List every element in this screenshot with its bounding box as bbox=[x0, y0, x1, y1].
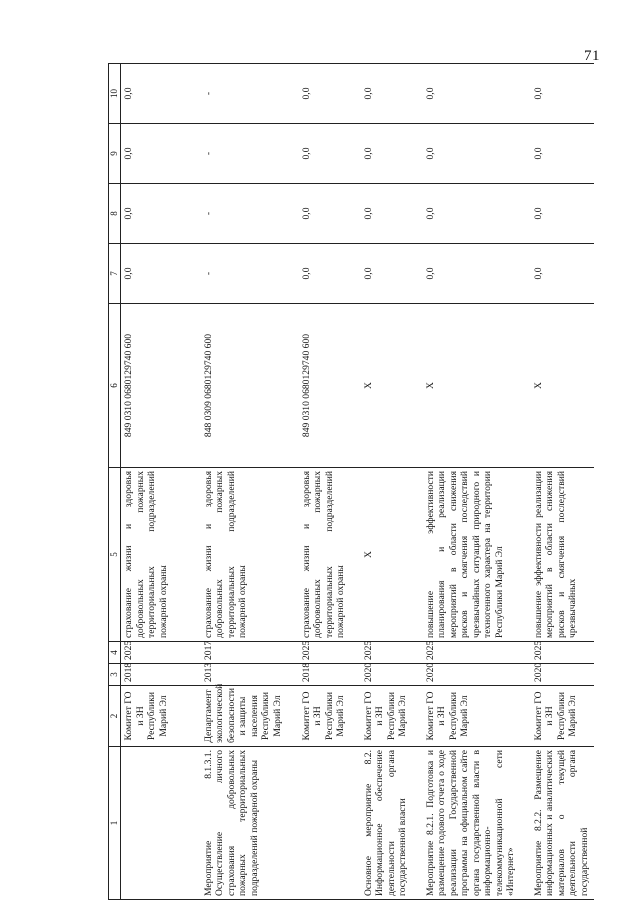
cell-value: 0,0 bbox=[361, 124, 423, 184]
cell-value: 0,0 bbox=[423, 184, 531, 244]
cell-value: 0,0 bbox=[299, 244, 361, 304]
cell-value: 0,0 bbox=[121, 64, 201, 124]
cell-value: 0,0 bbox=[121, 124, 201, 184]
cell-executor: Комитет ГО и ЗН Республики Марий Эл bbox=[531, 686, 595, 747]
cell-end-year: 2025 bbox=[121, 642, 201, 664]
cell-start-year: 2018 bbox=[299, 664, 361, 686]
cell-executor: Департамент экологической безопасности и защиты населения Республики Марий Эл bbox=[201, 686, 299, 747]
cell-budget-code: 849 0310 0680129740 600 bbox=[299, 304, 361, 468]
cell-activity: Мероприятие 8.2.2. Размещение информационных и аналитических материалов о текущей деятельности органа государственной bbox=[531, 747, 595, 900]
cell-end-year: 2025 bbox=[423, 642, 531, 664]
col-header-6: 6 bbox=[109, 304, 121, 468]
cell-value: 0,0 bbox=[361, 184, 423, 244]
col-header-4: 4 bbox=[109, 642, 121, 664]
table-row bbox=[423, 64, 531, 900]
cell-budget-code: Х bbox=[423, 304, 531, 468]
table-row bbox=[299, 64, 361, 900]
cell-result: повышение эффективности реализации мероприятий в области снижения рисков и смягчения последствий чрезвычайных bbox=[531, 468, 595, 642]
cell-value: 0,0 bbox=[121, 184, 201, 244]
col-header-10: 10 bbox=[109, 64, 121, 124]
cell-executor: Комитет ГО и ЗН Республики Марий Эл bbox=[361, 686, 423, 747]
cell-start-year: 2020 bbox=[423, 664, 531, 686]
cell-executor: Комитет ГО и ЗН Республики Марий Эл bbox=[121, 686, 201, 747]
cell-budget-code: Х bbox=[361, 304, 423, 468]
cell-value: 0,0 bbox=[361, 64, 423, 124]
cell-result: страхование жизни и здоровья добровольных пожарных территориальных подразделений пожарной охраны bbox=[299, 468, 361, 642]
cell-value: - bbox=[201, 244, 299, 304]
cell-start-year: 2018 bbox=[121, 664, 201, 686]
cell-activity: Мероприятие 8.2.1. Подготовка и размещение годового отчета о ходе реализации Государственной программы на официальном сайте органа государственной власти в информационно-телекоммуникационной сети «Интернет» bbox=[423, 747, 531, 900]
col-header-9: 9 bbox=[109, 124, 121, 184]
cell-value: - bbox=[201, 64, 299, 124]
col-header-1: 1 bbox=[109, 747, 121, 900]
cell-value: - bbox=[201, 184, 299, 244]
cell-value: 0,0 bbox=[531, 184, 595, 244]
cell-result: повышение эффективности планирования и реализации мероприятий в области снижения рисков и смягчения последствий чрезвычайных ситуаций природного и техногенного характера на территории Республики Марий Эл bbox=[423, 468, 531, 642]
cell-activity: Мероприятие 8.1.3.1. Осуществление личного страхования добровольных пожарных территориальных подразделений пожарной охраны bbox=[201, 747, 299, 900]
cell-value: 0,0 bbox=[299, 184, 361, 244]
cell-end-year: 2017 bbox=[201, 642, 299, 664]
cell-value: 0,0 bbox=[361, 244, 423, 304]
cell-value: - bbox=[201, 124, 299, 184]
cell-activity bbox=[121, 747, 201, 900]
program-table bbox=[108, 63, 594, 900]
col-header-7: 7 bbox=[109, 244, 121, 304]
cell-activity bbox=[299, 747, 361, 900]
cell-end-year: 2025 bbox=[299, 642, 361, 664]
col-header-5: 5 bbox=[109, 468, 121, 642]
table-row bbox=[201, 64, 299, 900]
cell-value: 0,0 bbox=[423, 64, 531, 124]
rotated-table-container bbox=[108, 64, 590, 900]
cell-budget-code: Х bbox=[531, 304, 595, 468]
cell-value: 0,0 bbox=[299, 124, 361, 184]
cell-value: 0,0 bbox=[531, 124, 595, 184]
cell-result: Х bbox=[361, 468, 423, 642]
cell-value: 0,0 bbox=[423, 124, 531, 184]
cell-value: 0,0 bbox=[531, 64, 595, 124]
cell-end-year: 2025 bbox=[531, 642, 595, 664]
cell-activity: Основное мероприятие 8.2. Информационное обеспечение деятельности органа государственной власти bbox=[361, 747, 423, 900]
cell-executor: Комитет ГО и ЗН Республики Марий Эл bbox=[299, 686, 361, 747]
cell-start-year: 2020 bbox=[361, 664, 423, 686]
col-header-8: 8 bbox=[109, 184, 121, 244]
table-row bbox=[531, 64, 595, 900]
cell-start-year: 2020 bbox=[531, 664, 595, 686]
table-row bbox=[121, 64, 201, 900]
cell-end-year: 2025 bbox=[361, 642, 423, 664]
cell-budget-code: 848 0309 0680129740 600 bbox=[201, 304, 299, 468]
cell-result: страхование жизни и здоровья добровольных пожарных территориальных подразделений пожарной охраны bbox=[121, 468, 201, 642]
header-row bbox=[109, 64, 121, 900]
cell-result: страхование жизни и здоровья добровольных пожарных территориальных подразделений пожарной охраны bbox=[201, 468, 299, 642]
cell-value: 0,0 bbox=[423, 244, 531, 304]
cell-start-year: 2013 bbox=[201, 664, 299, 686]
cell-executor: Комитет ГО и ЗН Республики Марий Эл bbox=[423, 686, 531, 747]
cell-value: 0,0 bbox=[121, 244, 201, 304]
col-header-3: 3 bbox=[109, 664, 121, 686]
cell-value: 0,0 bbox=[299, 64, 361, 124]
col-header-2: 2 bbox=[109, 686, 121, 747]
cell-budget-code: 849 0310 0680129740 600 bbox=[121, 304, 201, 468]
table-row bbox=[361, 64, 423, 900]
cell-value: 0,0 bbox=[531, 244, 595, 304]
page-number: 71 bbox=[584, 48, 600, 64]
